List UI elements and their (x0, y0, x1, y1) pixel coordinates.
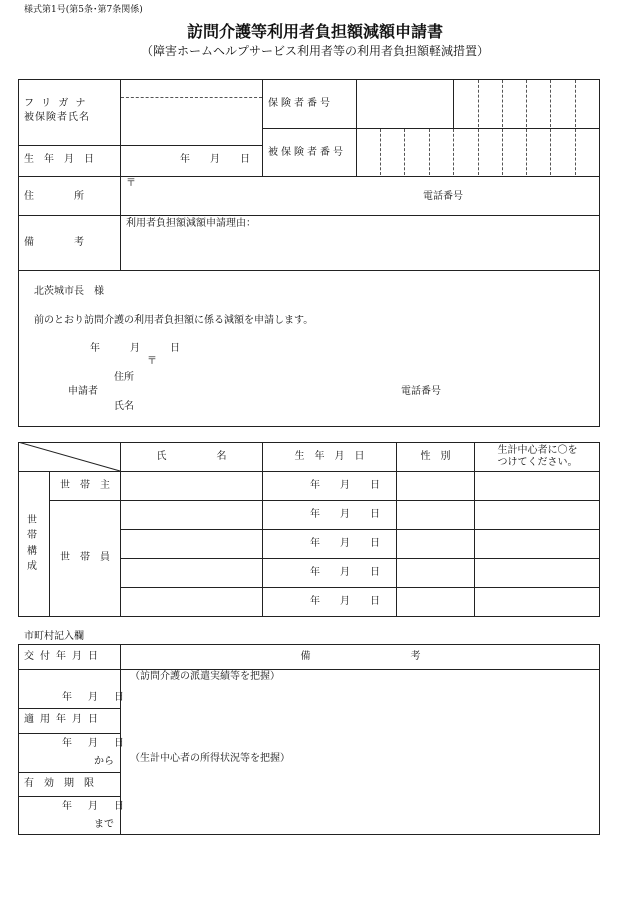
row-date-2: 年 月 日 (310, 509, 380, 520)
statement: 前のとおり訪問介護の利用者負担額に係る減額を申請します。 (34, 315, 314, 326)
office-remarks-header: 備 考 (300, 651, 421, 662)
reason-label: 利用者負担額減額申請理由： (126, 218, 256, 229)
application-date: 年 月 日 (90, 343, 180, 354)
insured-number-label: 被保険者番号 (268, 147, 346, 158)
applicant-table (18, 79, 600, 427)
office-note-2: （生計中心者の所得状況等を把握） (130, 753, 290, 764)
household-head-label: 世 帯 主 (60, 480, 110, 491)
form-subtitle: （障害ホームヘルプサービス利用者等の利用者負担額軽減措置） (140, 44, 489, 58)
household-side-2: 帯 (27, 530, 37, 541)
form-number: 様式第1号(第5条･第7条関係) (24, 5, 143, 15)
address-label: 住 所 (24, 191, 84, 202)
household-side-3: 構 (27, 546, 37, 557)
office-note-1: （訪問介護の派遣実績等を把握） (130, 671, 280, 682)
postal-mark: 〒 (126, 178, 136, 189)
applicant-address-label: 住所 (114, 372, 134, 383)
remarks-label: 備 考 (24, 237, 84, 248)
dob-label: 生 年 月 日 (24, 154, 94, 165)
office-section-label: 市町村記入欄 (24, 631, 84, 642)
apply-date-label: 適用年月日 (24, 714, 104, 725)
furigana-label: フ リ ガ ナ (24, 98, 88, 109)
col-sex-header: 性 別 (420, 451, 451, 462)
dob-value: 年 月 日 (180, 154, 250, 165)
valid-date-value: 年 月 日 (62, 801, 127, 812)
form-title: 訪問介護等利用者負担額減額申請書 (186, 22, 443, 41)
household-member-label: 世 帯 員 (60, 552, 110, 563)
row-date-5: 年 月 日 (310, 596, 380, 607)
col-name-header: 氏 名 (156, 451, 227, 462)
insurer-number-label: 保険者番号 (268, 98, 333, 109)
household-side-1: 世 (27, 515, 37, 526)
applicant-label: 申請者 (68, 386, 98, 397)
insured-name-label: 被保険者氏名 (24, 112, 90, 123)
valid-until-label: まで (94, 819, 114, 830)
applicant-postal-mark: 〒 (147, 356, 157, 367)
issue-date-label: 交付年月日 (24, 651, 104, 662)
apply-date-value: 年 月 日 (62, 738, 127, 749)
addressee: 北茨城市長 様 (34, 286, 104, 297)
row-date-3: 年 月 日 (310, 538, 380, 549)
applicant-name-label: 氏名 (114, 401, 134, 412)
col-head-header-1: 生計中心者に〇を (497, 445, 578, 456)
col-head-header-2: つけてください。 (497, 457, 578, 468)
household-side-4: 成 (27, 561, 37, 572)
applicant-phone-label: 電話番号 (401, 386, 441, 397)
valid-period-label: 有 効 期 限 (24, 778, 94, 789)
col-dob-header: 生 年 月 日 (294, 451, 365, 462)
issue-date-value: 年 月 日 (62, 692, 127, 703)
row-date-4: 年 月 日 (310, 567, 380, 578)
phone-label: 電話番号 (423, 191, 463, 202)
apply-from-label: から (94, 756, 114, 767)
header-diagonal (18, 442, 121, 472)
row-date-1: 年 月 日 (310, 480, 380, 491)
